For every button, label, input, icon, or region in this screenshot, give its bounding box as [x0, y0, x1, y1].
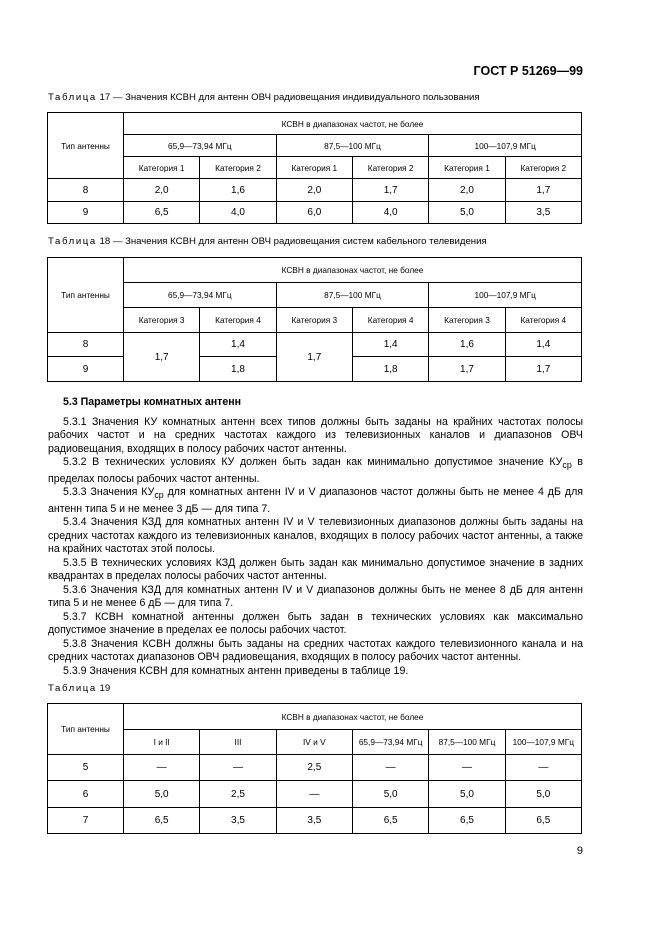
table19-value-cell: — [429, 755, 505, 781]
paragraph-text: 5.3.3 Значения КУ [63, 486, 155, 499]
table19-type-cell: 5 [48, 755, 124, 781]
table19-caption-prefix: Таблица [48, 683, 97, 694]
table17-category: Категория 2 [505, 157, 581, 179]
table-row [48, 808, 582, 834]
table18 [47, 257, 582, 382]
table18-type-cell: 9 [48, 357, 124, 382]
page-number: 9 [576, 845, 583, 857]
paragraph-5-3-7: 5.3.7 КСВН комнатной антенны должен быть задан в технических условиях как максимально допустимое значение в пределах ее полосы рабочих частот. [48, 610, 583, 637]
table18-value-cell: 1,4 [200, 333, 276, 357]
table19-caption [48, 683, 110, 694]
table17-caption-text: 17 — Значения КСВН для антенн ОВЧ радиовещания индивидуального пользования [96, 92, 480, 103]
table19-value-cell: — [505, 755, 581, 781]
table19-value-cell: — [276, 781, 352, 808]
table19-value-cell: 2,5 [276, 755, 352, 781]
table17-band-1: 65,9—73,94 МГц [124, 135, 277, 157]
table18-band-2: 87,5—100 МГц [276, 283, 429, 308]
table17-band-2: 87,5—100 МГц [276, 135, 429, 157]
table18-type-cell: 8 [48, 333, 124, 357]
table17-category: Категория 1 [124, 157, 200, 179]
paragraph-5-3-6: 5.3.6 Значения КЗД для комнатных антенн IV и V диапазонов должны быть не менее 8 дБ для антенн типа 5 и не менее 6 дБ — для типа 7. [48, 583, 583, 610]
table19-value-cell: 5,0 [352, 781, 428, 808]
table19-band: I и II [124, 730, 200, 755]
table19-band: 65,9—73,94 МГц [352, 730, 428, 755]
table19-value-cell: — [352, 755, 428, 781]
table17-category: Категория 2 [200, 157, 276, 179]
paragraph-text: 5.3.2 В технических условиях КУ должен быть задан как минимально допустимое значение КУ [63, 456, 563, 468]
table17-type-cell: 9 [48, 202, 124, 224]
table19-value-cell: 2,5 [200, 781, 276, 808]
table19-band: III [200, 730, 276, 755]
table18-merged-cell: 1,7 [276, 333, 352, 382]
table-row [48, 202, 582, 224]
table17-value-cell: 2,0 [429, 179, 505, 202]
table19-type-cell: 6 [48, 781, 124, 808]
table17-type-header: Тип антенны [48, 113, 124, 179]
table19-value-cell: 3,5 [200, 808, 276, 834]
table17-value-cell: 2,0 [276, 179, 352, 202]
paragraph-5-3-1: 5.3.1 Значения КУ комнатных антенн всех типов должны быть заданы на крайних частотах полосы рабочих частот и на средних частотах каждого из телевизионных каналов и диапазонов ОВЧ радиовещания, входящих в полосу рабочих частот антенны. [48, 415, 583, 455]
table17-value-cell: 6,0 [276, 202, 352, 224]
table19-band: 87,5—100 МГц [429, 730, 505, 755]
paragraph-text: в пределах полосы рабочих частот антенны. [48, 456, 583, 485]
table18-caption-text: 18 — Значения КСВН для антенн ОВЧ радиовещания систем кабельного телевидения [96, 236, 487, 247]
table18-category: Категория 4 [505, 308, 581, 333]
table17 [47, 112, 582, 224]
table18-value-cell: 1,6 [429, 333, 505, 357]
section-5-3 [48, 396, 583, 678]
table19-group-header: КСВН в диапазонах частот, не более [124, 704, 582, 730]
table19-value-cell: 6,5 [429, 808, 505, 834]
paragraph-5-3-9: 5.3.9 Значения КСВН для комнатных антенн приведены в таблице 19. [63, 664, 409, 677]
table17-caption [48, 92, 480, 103]
table19-value-cell: 6,5 [505, 808, 581, 834]
table19-value-cell: — [200, 755, 276, 781]
table17-group-header: КСВН в диапазонах частот, не более [124, 113, 582, 135]
table19-value-cell: 5,0 [124, 781, 200, 808]
table19-band: 100—107,9 МГц [505, 730, 581, 755]
table-row [48, 179, 582, 202]
table19 [47, 703, 582, 834]
table17-category: Категория 1 [276, 157, 352, 179]
table18-category: Категория 4 [200, 308, 276, 333]
table19-value-cell: 5,0 [505, 781, 581, 808]
table17-value-cell: 1,7 [505, 179, 581, 202]
paragraph-5-3-4: 5.3.4 Значения КЗД для комнатных антенн IV и V телевизионных диапазонов должны быть заданы на средних частотах каждого из телевизионных каналов, входящих в полосу рабочих частот антенны, а также на крайних частотах этой полосы. [48, 516, 583, 556]
table18-value-cell: 1,4 [352, 333, 428, 357]
table18-value-cell: 1,7 [429, 357, 505, 382]
table-row [48, 755, 582, 781]
table19-band: IV и V [276, 730, 352, 755]
table18-band-3: 100—107,9 МГц [429, 283, 582, 308]
table18-merged-cell: 1,7 [124, 333, 200, 382]
table19-value-cell: 6,5 [352, 808, 428, 834]
table17-value-cell: 5,0 [429, 202, 505, 224]
paragraph-5-3-2 [48, 456, 583, 486]
table17-category: Категория 2 [352, 157, 428, 179]
table18-type-header: Тип антенны [48, 258, 124, 333]
table18-category: Категория 3 [276, 308, 352, 333]
table17-value-cell: 4,0 [200, 202, 276, 224]
section-title: 5.3 Параметры комнатных антенн [63, 396, 242, 408]
table17-value-cell: 6,5 [124, 202, 200, 224]
paragraph-text: для комнатных антенн IV и V диапазонов частот должны быть не менее 4 дБ для антенн типа 5 и не менее 3 дБ — для типа 7. [48, 486, 583, 515]
table19-type-header: Тип антенны [48, 704, 124, 755]
table18-value-cell: 1,8 [352, 357, 428, 382]
table18-group-header: КСВН в диапазонах частот, не более [124, 258, 582, 283]
table17-value-cell: 4,0 [352, 202, 428, 224]
subscript: ср [562, 460, 572, 471]
table17-value-cell: 1,7 [352, 179, 428, 202]
table18-value-cell: 1,7 [505, 357, 581, 382]
table17-value-cell: 3,5 [505, 202, 581, 224]
table18-value-cell: 1,4 [505, 333, 581, 357]
table-row [48, 333, 582, 357]
subscript: ср [154, 490, 164, 501]
table17-category: Категория 1 [429, 157, 505, 179]
table17-caption-prefix: Таблица [48, 92, 97, 103]
table-row [48, 781, 582, 808]
table18-value-cell: 1,8 [200, 357, 276, 382]
table18-category: Категория 4 [352, 308, 428, 333]
table18-category: Категория 3 [124, 308, 200, 333]
table18-caption-prefix: Таблица [48, 236, 97, 247]
table17-type-cell: 8 [48, 179, 124, 202]
table18-caption [48, 236, 487, 247]
table19-value-cell: — [124, 755, 200, 781]
paragraph-5-3-8: 5.3.8 Значения КСВН должны быть заданы на средних частотах каждого телевизионного канала и на средних частотах диапазонов ОВЧ радиовещания, входящих в полосу рабочих частот антенны. [48, 637, 583, 664]
document-header: ГОСТ Р 51269—99 [473, 64, 583, 78]
table19-caption-text: 19 [96, 683, 111, 694]
table19-value-cell: 5,0 [429, 781, 505, 808]
table17-value-cell: 2,0 [124, 179, 200, 202]
table17-band-3: 100—107,9 МГц [429, 135, 582, 157]
table19-type-cell: 7 [48, 808, 124, 834]
table19-value-cell: 6,5 [124, 808, 200, 834]
paragraph-5-3-5: 5.3.5 В технических условиях КЗД должен быть задан как минимально допустимое значение в задних квадрантах в пределах полосы рабочих частот антенны. [48, 556, 583, 583]
table18-category: Категория 3 [429, 308, 505, 333]
table17-value-cell: 1,6 [200, 179, 276, 202]
paragraph-5-3-3 [48, 486, 583, 516]
table18-band-1: 65,9—73,94 МГц [124, 283, 277, 308]
table19-value-cell: 3,5 [276, 808, 352, 834]
